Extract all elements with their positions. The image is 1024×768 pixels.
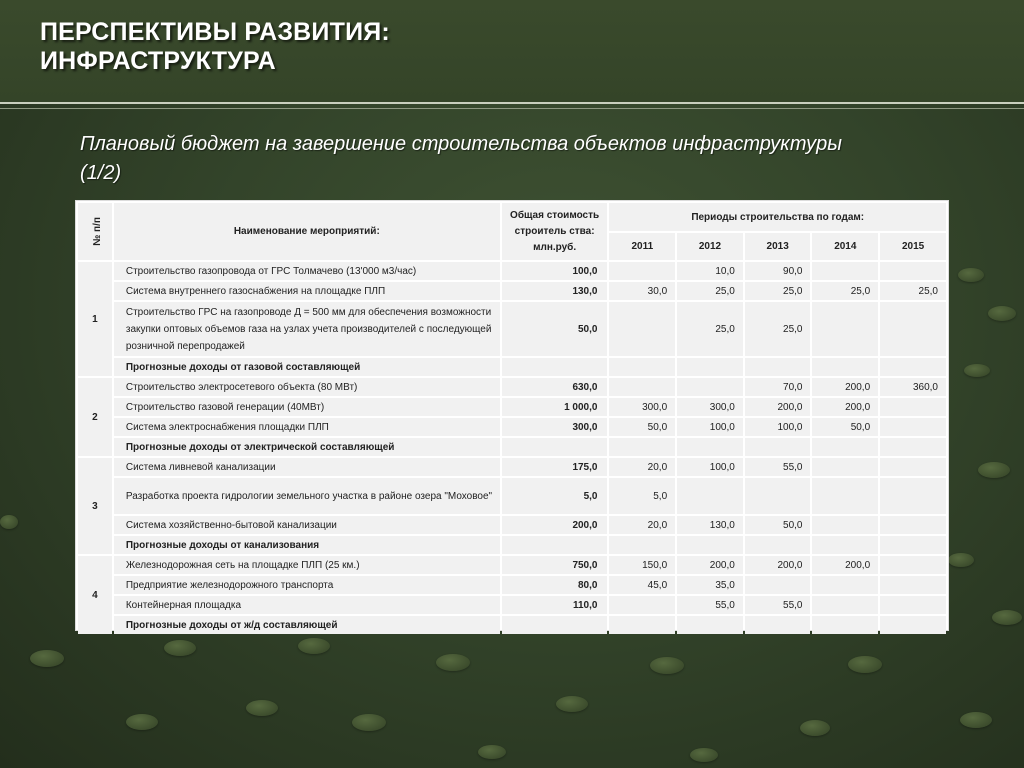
year-value-2013: 200,0 — [745, 556, 811, 574]
year-value-2011: 20,0 — [609, 516, 675, 534]
year-value-2014 — [812, 302, 878, 356]
item-total-cost: 750,0 — [502, 556, 608, 574]
decor-dot — [0, 515, 18, 529]
table-row — [78, 302, 946, 356]
decor-dot — [164, 640, 196, 656]
table-row — [78, 282, 946, 300]
year-value-2013: 70,0 — [745, 378, 811, 396]
item-name: Строительство электросетевого объекта (80 МВт) — [114, 378, 500, 396]
year-value-2012: 200,0 — [677, 556, 743, 574]
year-value-2015 — [880, 516, 946, 534]
year-value-2015 — [880, 302, 946, 356]
year-value-2011: 150,0 — [609, 556, 675, 574]
table-row — [78, 398, 946, 416]
item-total-cost — [502, 536, 608, 554]
year-value-2013: 25,0 — [745, 282, 811, 300]
year-value-2011: 20,0 — [609, 458, 675, 476]
page-title-line-2: ИНФРАСТРУКТУРА — [40, 47, 276, 75]
year-value-2014 — [812, 358, 878, 376]
year-value-2014 — [812, 596, 878, 614]
decor-dot — [992, 610, 1022, 625]
year-value-2015 — [880, 458, 946, 476]
table-row — [78, 596, 946, 614]
year-value-2014 — [812, 478, 878, 514]
year-value-2011: 45,0 — [609, 576, 675, 594]
header-num-label: № п/п — [91, 217, 103, 246]
year-value-2013: 90,0 — [745, 262, 811, 280]
forecast-label: Прогнозные доходы от ж/д составляющей — [114, 616, 500, 634]
decor-dot — [964, 364, 990, 377]
year-value-2013 — [745, 616, 811, 634]
year-value-2015 — [880, 478, 946, 514]
decor-dot — [650, 657, 684, 674]
year-value-2012: 300,0 — [677, 398, 743, 416]
decor-dot — [352, 714, 386, 731]
year-value-2012: 10,0 — [677, 262, 743, 280]
item-name: Система ливневой канализации — [114, 458, 500, 476]
item-total-cost: 1 000,0 — [502, 398, 608, 416]
table-row — [78, 576, 946, 594]
year-value-2012 — [677, 536, 743, 554]
decor-dot — [800, 720, 830, 736]
year-value-2014 — [812, 438, 878, 456]
year-value-2011 — [609, 536, 675, 554]
year-value-2015 — [880, 556, 946, 574]
header-divider-thin — [0, 108, 1024, 109]
group-number: 3 — [78, 458, 112, 554]
item-name: Система внутреннего газоснабжения на площадке ПЛП — [114, 282, 500, 300]
item-total-cost: 200,0 — [502, 516, 608, 534]
year-value-2015 — [880, 596, 946, 614]
year-value-2011 — [609, 616, 675, 634]
header-name: Наименование мероприятий: — [114, 203, 500, 260]
item-total-cost: 110,0 — [502, 596, 608, 614]
table-row — [78, 438, 946, 456]
year-value-2012: 55,0 — [677, 596, 743, 614]
item-total-cost: 175,0 — [502, 458, 608, 476]
item-name: Предприятие железнодорожного транспорта — [114, 576, 500, 594]
year-value-2014: 200,0 — [812, 556, 878, 574]
year-value-2014: 50,0 — [812, 418, 878, 436]
year-value-2012: 130,0 — [677, 516, 743, 534]
item-total-cost: 50,0 — [502, 302, 608, 356]
decor-dot — [948, 553, 974, 567]
year-value-2012: 35,0 — [677, 576, 743, 594]
year-value-2012 — [677, 616, 743, 634]
header-year-2014: 2014 — [812, 233, 878, 260]
decor-dot — [978, 462, 1010, 478]
decor-dot — [988, 306, 1016, 321]
decor-dot — [30, 650, 64, 667]
subtitle — [80, 130, 960, 188]
page-title-line-1: ПЕРСПЕКТИВЫ РАЗВИТИЯ: — [40, 18, 390, 46]
header-year-2013: 2013 — [745, 233, 811, 260]
table-row — [78, 262, 946, 280]
year-value-2014 — [812, 262, 878, 280]
decor-dot — [436, 654, 470, 671]
year-value-2015 — [880, 576, 946, 594]
year-value-2014 — [812, 516, 878, 534]
year-value-2012: 25,0 — [677, 282, 743, 300]
item-name: Разработка проекта гидрологии земельного участка в районе озера "Моховое" — [114, 478, 500, 514]
item-name: Контейнерная площадка — [114, 596, 500, 614]
table-row — [78, 418, 946, 436]
year-value-2014: 200,0 — [812, 378, 878, 396]
year-value-2013: 200,0 — [745, 398, 811, 416]
year-value-2013: 55,0 — [745, 458, 811, 476]
year-value-2011 — [609, 438, 675, 456]
year-value-2011 — [609, 596, 675, 614]
year-value-2014: 200,0 — [812, 398, 878, 416]
year-value-2013 — [745, 576, 811, 594]
year-value-2015 — [880, 438, 946, 456]
item-total-cost: 300,0 — [502, 418, 608, 436]
forecast-label: Прогнозные доходы от электрической составляющей — [114, 438, 500, 456]
year-value-2012 — [677, 438, 743, 456]
year-value-2015: 360,0 — [880, 378, 946, 396]
item-total-cost: 100,0 — [502, 262, 608, 280]
item-total-cost: 630,0 — [502, 378, 608, 396]
year-value-2015 — [880, 358, 946, 376]
decor-dot — [298, 638, 330, 654]
decor-dot — [958, 268, 984, 282]
header-num — [78, 203, 112, 260]
item-name: Строительство газопровода от ГРС Толмачево (13'000 м3/час) — [114, 262, 500, 280]
table-row — [78, 516, 946, 534]
decor-dot — [556, 696, 588, 712]
forecast-label: Прогнозные доходы от канализования — [114, 536, 500, 554]
budget-table-container — [76, 201, 948, 630]
item-total-cost — [502, 616, 608, 634]
group-number: 2 — [78, 378, 112, 456]
year-value-2013: 25,0 — [745, 302, 811, 356]
item-total-cost — [502, 438, 608, 456]
year-value-2014 — [812, 458, 878, 476]
decor-dot — [848, 656, 882, 673]
year-value-2012: 100,0 — [677, 458, 743, 476]
item-name: Строительство ГРС на газопроводе Д = 500 мм для обеспечения возможности закупки оптовых объемов газа на узлах учета производителей с последующей розничной перепродажей — [114, 302, 500, 356]
budget-table — [76, 201, 948, 636]
table-row — [78, 536, 946, 554]
table-row — [78, 458, 946, 476]
year-value-2015: 25,0 — [880, 282, 946, 300]
year-value-2011 — [609, 378, 675, 396]
decor-dot — [478, 745, 506, 759]
item-total-cost: 5,0 — [502, 478, 608, 514]
group-number: 4 — [78, 556, 112, 634]
year-value-2012 — [677, 358, 743, 376]
year-value-2015 — [880, 262, 946, 280]
header-divider — [0, 102, 1024, 104]
item-name: Система электроснабжения площадки ПЛП — [114, 418, 500, 436]
year-value-2011: 30,0 — [609, 282, 675, 300]
year-value-2011 — [609, 358, 675, 376]
year-value-2015 — [880, 418, 946, 436]
header-year-2015: 2015 — [880, 233, 946, 260]
year-value-2013: 100,0 — [745, 418, 811, 436]
header-periods: Периоды строительства по годам: — [609, 203, 946, 231]
page-title — [40, 18, 390, 76]
year-value-2012 — [677, 478, 743, 514]
year-value-2013 — [745, 536, 811, 554]
year-value-2013 — [745, 438, 811, 456]
year-value-2013: 50,0 — [745, 516, 811, 534]
item-name: Строительство газовой генерации (40МВт) — [114, 398, 500, 416]
year-value-2014: 25,0 — [812, 282, 878, 300]
year-value-2012: 25,0 — [677, 302, 743, 356]
year-value-2012: 100,0 — [677, 418, 743, 436]
year-value-2015 — [880, 536, 946, 554]
year-value-2014 — [812, 616, 878, 634]
item-name: Железнодорожная сеть на площадке ПЛП (25 км.) — [114, 556, 500, 574]
year-value-2011: 5,0 — [609, 478, 675, 514]
decor-dot — [960, 712, 992, 728]
table-row — [78, 478, 946, 514]
decor-dot — [126, 714, 158, 730]
group-number: 1 — [78, 262, 112, 376]
table-row — [78, 378, 946, 396]
year-value-2013 — [745, 478, 811, 514]
year-value-2011 — [609, 262, 675, 280]
header-total: Общая стоимость строитель ства: млн.руб. — [502, 203, 608, 260]
year-value-2011 — [609, 302, 675, 356]
decor-dot — [690, 748, 718, 762]
forecast-label: Прогнозные доходы от газовой составляющей — [114, 358, 500, 376]
year-value-2013 — [745, 358, 811, 376]
header-year-2012: 2012 — [677, 233, 743, 260]
year-value-2014 — [812, 576, 878, 594]
year-value-2014 — [812, 536, 878, 554]
subtitle-line-2: (1/2) — [80, 162, 122, 184]
subtitle-line-1: Плановый бюджет на завершение строительства объектов инфраструктуры — [80, 133, 842, 155]
item-total-cost: 80,0 — [502, 576, 608, 594]
header-year-2011: 2011 — [609, 233, 675, 260]
table-row — [78, 358, 946, 376]
item-total-cost: 130,0 — [502, 282, 608, 300]
decor-dot — [246, 700, 278, 716]
year-value-2011: 50,0 — [609, 418, 675, 436]
year-value-2015 — [880, 616, 946, 634]
year-value-2011: 300,0 — [609, 398, 675, 416]
year-value-2013: 55,0 — [745, 596, 811, 614]
table-row — [78, 616, 946, 634]
year-value-2012 — [677, 378, 743, 396]
item-total-cost — [502, 358, 608, 376]
year-value-2015 — [880, 398, 946, 416]
item-name: Система хозяйственно-бытовой канализации — [114, 516, 500, 534]
table-row — [78, 556, 946, 574]
